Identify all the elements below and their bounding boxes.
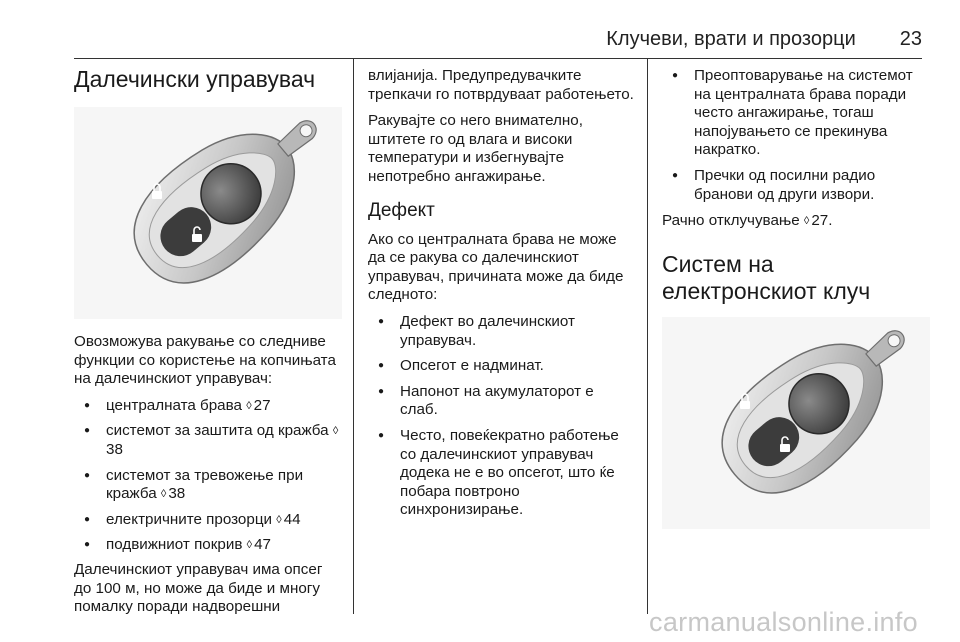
section-heading-electronic-key: Систем на електронскиот клуч	[662, 250, 871, 304]
care-paragraph: Ракувајте со него внимателно, штитете го од влага и високи температури и избегнувајте непотребно ангажирање.	[368, 112, 583, 185]
list-item: ● Дефект во далечинскиот управувач.	[368, 313, 634, 350]
chapter-title: Клучеви, врати и прозорци	[606, 28, 856, 50]
page-ref[interactable]: 47	[254, 536, 271, 554]
watermark: carmanualsonline.info	[649, 607, 918, 637]
column-3	[662, 58, 932, 614]
list-item: ● Опсегот е надминат.	[368, 357, 634, 376]
section-heading-fault: Дефект	[368, 199, 435, 221]
page-ref-icon: ◊	[276, 513, 282, 526]
page-ref[interactable]: 44	[283, 510, 301, 528]
functions-list	[74, 397, 342, 555]
column-divider-1	[353, 58, 354, 614]
section-heading-remote: Далечински управувач	[74, 66, 316, 92]
page-ref[interactable]: 38	[106, 440, 123, 458]
confirmation-paragraph: влијанија. Предупредувачките трепкачи го потврдуваат работењето.	[368, 67, 634, 103]
fault-causes-list	[368, 313, 634, 520]
fault-causes-list-continued	[662, 67, 932, 204]
page-ref-icon: ◊	[332, 425, 339, 438]
range-paragraph: Далечинскиот управувач има опсег до 100 м, но може да биде и многу помалку поради надворешни	[74, 560, 323, 616]
page-ref-icon: ◊	[246, 399, 252, 412]
column-2	[368, 58, 634, 614]
list-item: ● Пречки од посилни радио бранови од други извори.	[662, 167, 932, 204]
page-ref[interactable]: 27.	[811, 212, 833, 230]
list-item: ● електричните прозорци ◊ 44	[74, 511, 342, 530]
column-1	[74, 58, 342, 614]
list-item: ● централната брава ◊ 27	[74, 397, 342, 416]
functions-intro: Овозможува ракување со следниве функции со користење на копчињата на далечинскиот управувач:	[74, 333, 336, 388]
remote-key-illustration	[74, 107, 342, 319]
fault-intro: Ако со централната брава не може да се ракува со далечинскиот управувач, причината може да биде следното:	[368, 230, 624, 304]
page-header	[74, 28, 922, 51]
page-ref-icon: ◊	[803, 215, 810, 228]
page-ref-icon: ◊	[160, 488, 167, 501]
list-item: ● Често, повеќекратно работење со далечинскиот управувач додека не е во опсегот, што ќе побара повтроно синхронизирање.	[368, 427, 634, 520]
list-item: ● системот за тревожење при кражба ◊ 38	[74, 467, 342, 504]
electronic-key-illustration	[662, 317, 930, 529]
list-item: ● Напонот на акумулаторот е слаб.	[368, 383, 634, 420]
manual-unlock-paragraph: Рачно отклучување ◊ 27.	[662, 212, 833, 230]
column-divider-2	[647, 58, 648, 614]
page-ref[interactable]: 38	[168, 485, 186, 503]
page-number: 23	[899, 28, 922, 50]
list-item: ● системот за заштита од кражба ◊38	[74, 422, 342, 459]
list-item: ● Преоптоварување на системот на централната брава поради често ангажирање, тогаш напојувањето се прекинува накратко.	[662, 67, 932, 160]
list-item: ● подвижниот покрив ◊ 47	[74, 536, 342, 555]
page-ref-icon: ◊	[246, 539, 253, 552]
page-ref[interactable]: 27	[253, 396, 271, 414]
